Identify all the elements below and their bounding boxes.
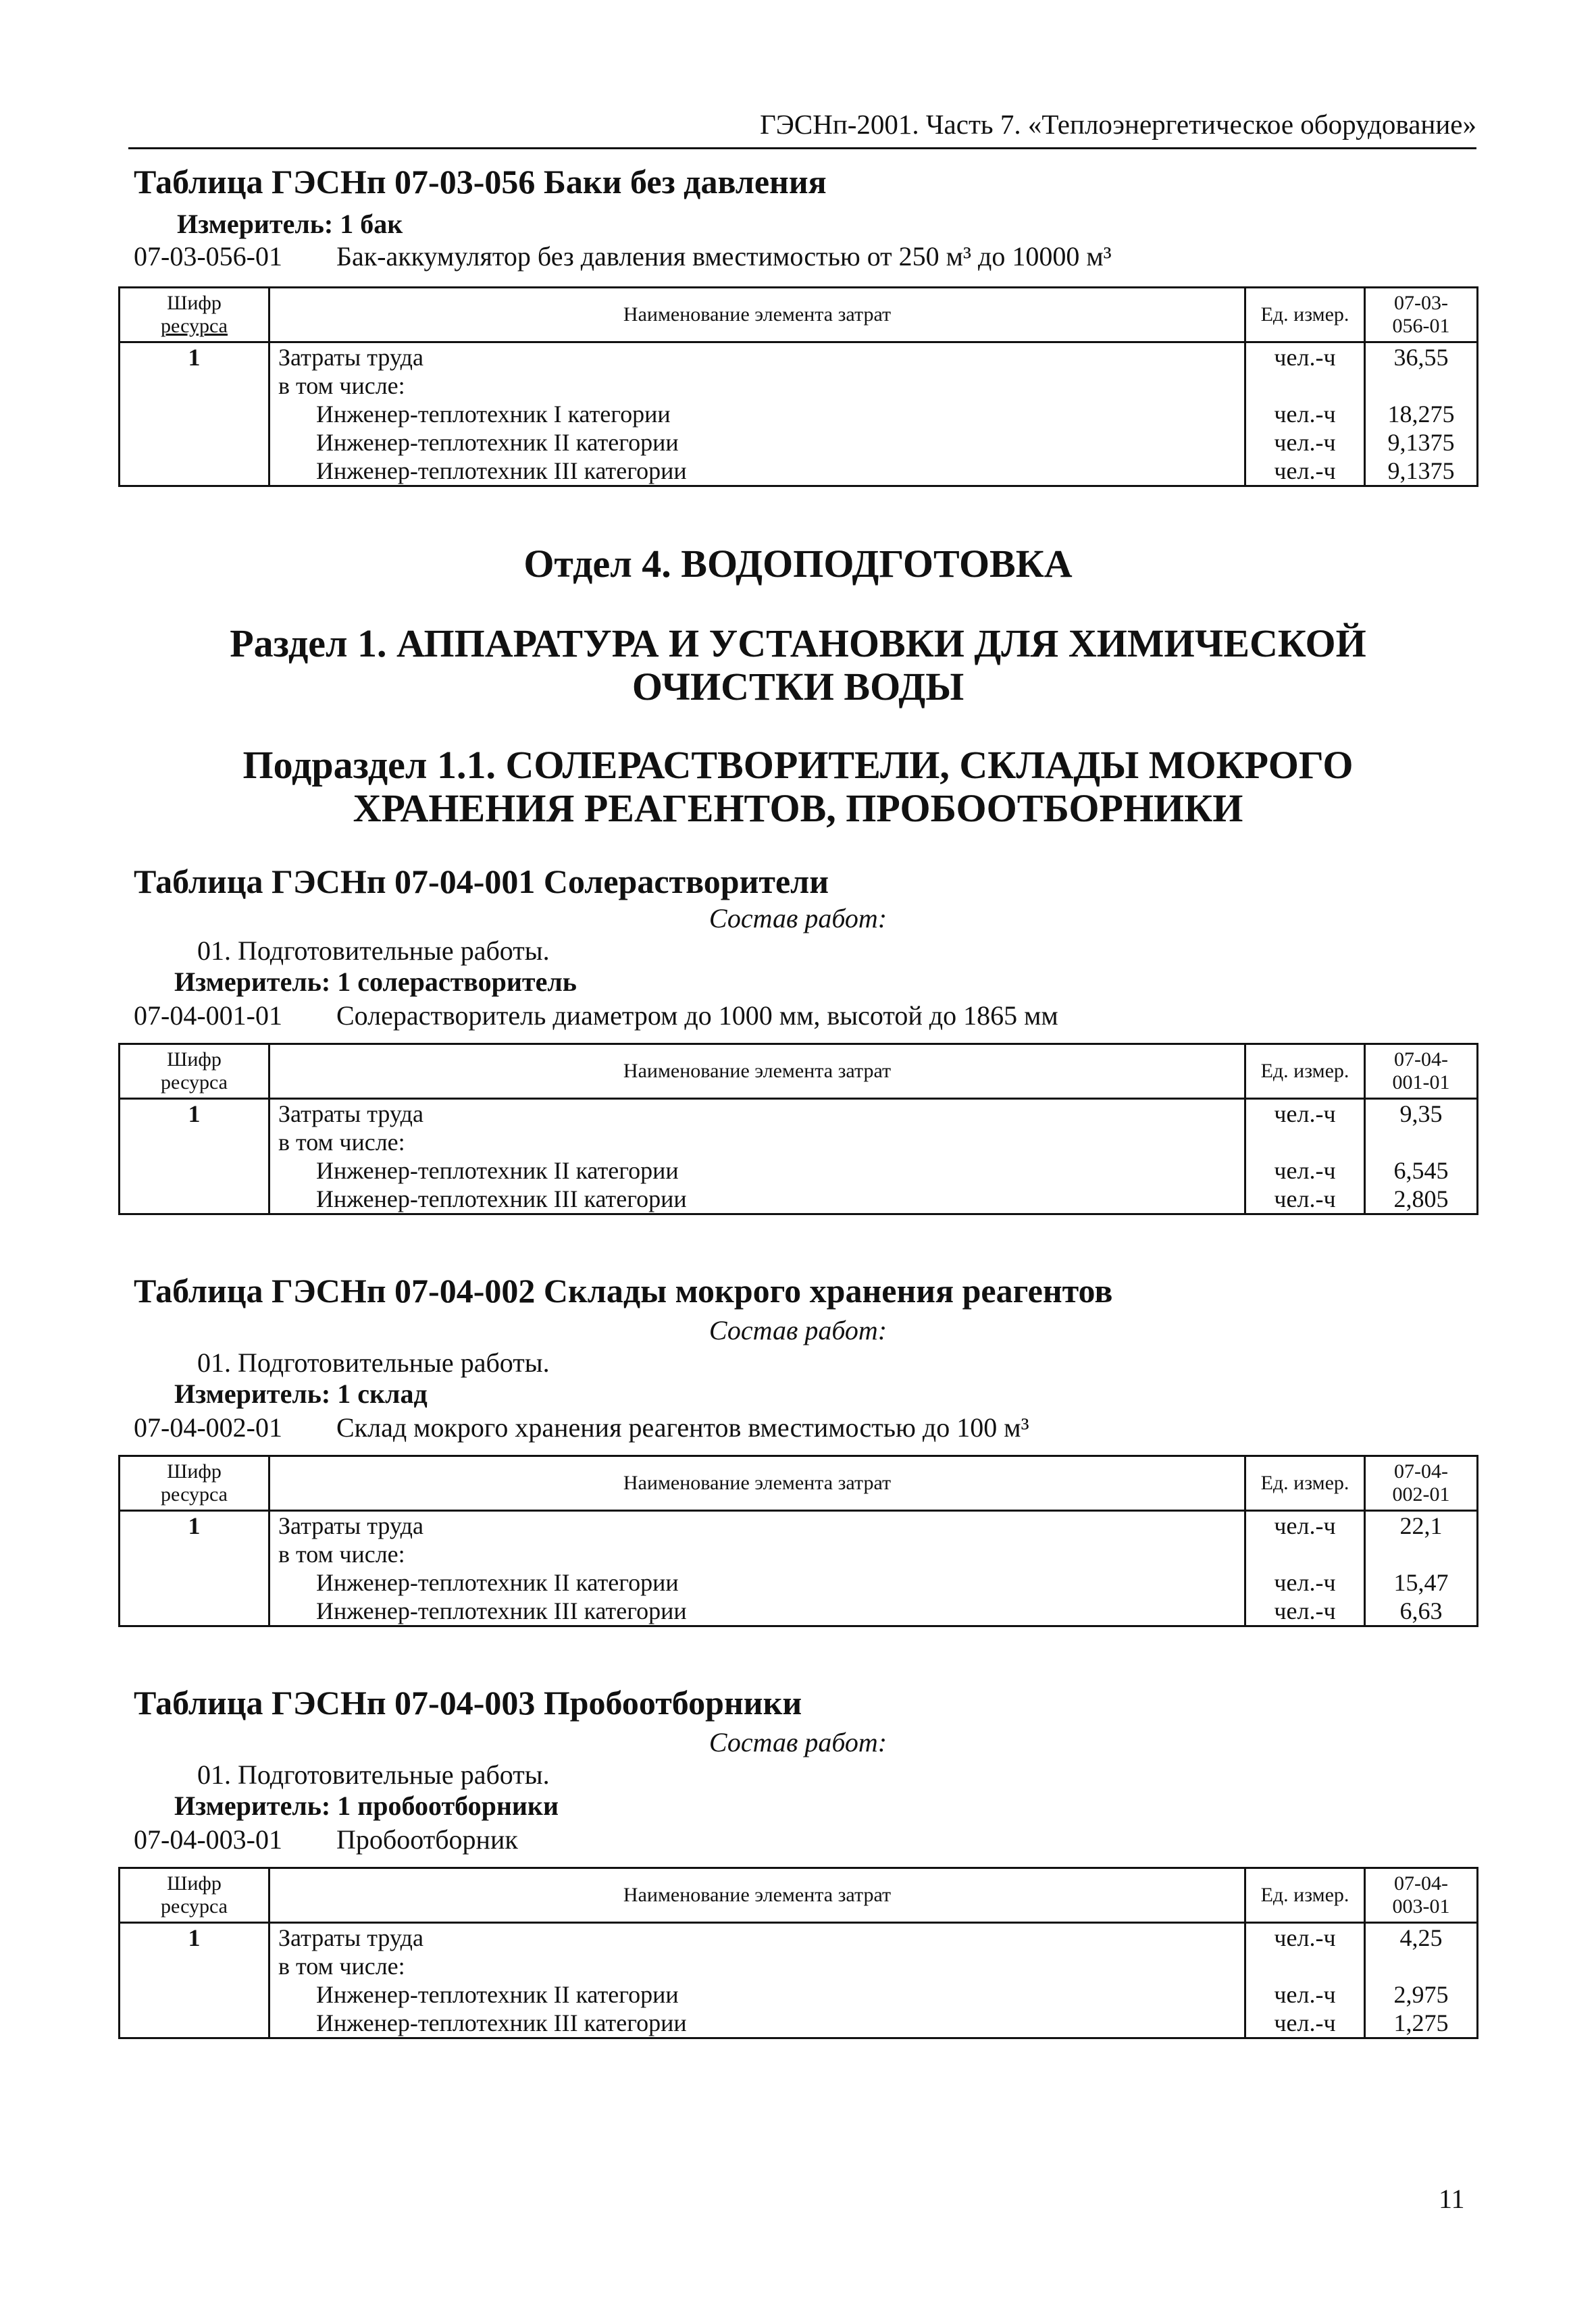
norm-table-07-04-003 <box>118 1867 1478 2039</box>
sostav-label: Состав работ: <box>709 1727 887 1757</box>
row-name: Затраты труда <box>278 1100 423 1127</box>
prep-works: 01. Подготовительные работы. <box>197 1759 550 1790</box>
header-name: Наименование элемента затрат <box>269 1456 1245 1511</box>
row-value: 6,545 <box>1393 1157 1449 1184</box>
page-number: 11 <box>1439 2184 1465 2214</box>
row-unit: чел.-ч <box>1274 1569 1336 1596</box>
meter-07-04-002: Измеритель: 1 склад <box>174 1379 428 1409</box>
code-line-07-04-001-01 <box>134 1000 1058 1031</box>
header-code <box>1365 288 1478 342</box>
header-code-line2: 003-01 <box>1392 1895 1450 1918</box>
table-body-row <box>120 1923 1478 2038</box>
header-code <box>1365 1044 1478 1099</box>
code-line-07-04-003-01 <box>134 1824 518 1855</box>
header-shifr-line2: ресурса <box>161 315 228 337</box>
header-unit: Ед. измер. <box>1245 1868 1365 1923</box>
code-line-07-04-002-01 <box>134 1412 1029 1443</box>
row-value: 18,275 <box>1387 401 1455 428</box>
cell-units <box>1245 342 1365 486</box>
row-unit: чел.-ч <box>1274 2009 1336 2036</box>
header-code-line1: 07-04- <box>1394 1460 1448 1483</box>
row-value: 2,805 <box>1393 1185 1449 1212</box>
prep-works: 01. Подготовительные работы. <box>197 935 550 966</box>
header-shifr-line2: ресурса <box>161 1071 228 1094</box>
header-code <box>1365 1868 1478 1923</box>
row-name: Затраты труда <box>278 1924 423 1951</box>
row-value: 1,275 <box>1393 2009 1449 2036</box>
header-shifr-line1: Шифр <box>167 292 222 314</box>
row-unit: чел.-ч <box>1274 1185 1336 1212</box>
razdel-heading-line1: Раздел 1. АППАРАТУРА И УСТАНОВКИ ДЛЯ ХИМИЧЕСКОЙ <box>230 621 1366 665</box>
row-unit: чел.-ч <box>1274 1597 1336 1624</box>
row-value: 9,1375 <box>1387 457 1455 484</box>
table-title-07-04-002: Таблица ГЭСНп 07-04-002 Склады мокрого хранения реагентов <box>134 1272 1113 1310</box>
header-unit: Ед. измер. <box>1245 1456 1365 1511</box>
row-value <box>1366 371 1476 400</box>
norm-code: 07-04-001-01 <box>134 1000 282 1031</box>
header-name: Наименование элемента затрат <box>269 288 1245 342</box>
row-unit <box>1246 1540 1364 1568</box>
row-name: Инженер-теплотехник I категории <box>316 401 671 428</box>
table-header-row <box>120 288 1478 342</box>
cell-names <box>269 1099 1245 1214</box>
row-unit: чел.-ч <box>1274 344 1336 371</box>
norm-code: 07-04-003-01 <box>134 1824 282 1855</box>
shifr-value: 1 <box>188 1924 201 1951</box>
podrazdel-heading-line1: Подраздел 1.1. СОЛЕРАСТВОРИТЕЛИ, СКЛАДЫ МОКРОГО <box>242 743 1354 787</box>
table-header-row <box>120 1044 1478 1099</box>
cell-units <box>1245 1923 1365 2038</box>
header-code <box>1365 1456 1478 1511</box>
header-code-line2: 002-01 <box>1392 1483 1450 1506</box>
header-shifr <box>120 288 269 342</box>
row-value <box>1366 1952 1476 1980</box>
sostav-label: Состав работ: <box>709 903 887 933</box>
row-unit: чел.-ч <box>1274 1924 1336 1951</box>
table-header-row <box>120 1868 1478 1923</box>
row-unit <box>1246 371 1364 400</box>
norm-description: Пробоотборник <box>336 1824 518 1855</box>
header-shifr-line2: ресурса <box>161 1895 228 1918</box>
razdel-heading-line2: ОЧИСТКИ ВОДЫ <box>632 665 964 709</box>
shifr-value: 1 <box>188 1100 201 1127</box>
row-value: 9,35 <box>1399 1100 1443 1127</box>
meter-07-04-003: Измеритель: 1 пробоотборники <box>174 1791 559 1821</box>
header-code-line1: 07-04- <box>1394 1048 1448 1071</box>
row-value: 15,47 <box>1393 1569 1449 1596</box>
cell-units <box>1245 1511 1365 1626</box>
header-shifr <box>120 1044 269 1099</box>
table-header-row <box>120 1456 1478 1511</box>
row-unit <box>1246 1128 1364 1156</box>
table-title-07-04-003: Таблица ГЭСНп 07-04-003 Пробоотборники <box>134 1684 802 1722</box>
row-name: Инженер-теплотехник III категории <box>316 1185 687 1212</box>
row-name: в том числе: <box>278 372 405 399</box>
header-code-line2: 001-01 <box>1392 1071 1450 1094</box>
row-name: в том числе: <box>278 1953 405 1980</box>
cell-values <box>1365 1099 1478 1214</box>
row-unit: чел.-ч <box>1274 457 1336 484</box>
header-shifr-line2: ресурса <box>161 1483 228 1506</box>
cell-shifr <box>120 1923 269 2038</box>
cell-shifr <box>120 1099 269 1214</box>
row-value <box>1366 1540 1476 1568</box>
cell-names <box>269 1511 1245 1626</box>
row-unit: чел.-ч <box>1274 401 1336 428</box>
row-value: 22,1 <box>1399 1512 1443 1539</box>
code-line-07-03-056-01 <box>134 240 1112 272</box>
table-body-row <box>120 1511 1478 1626</box>
row-value: 4,25 <box>1399 1924 1443 1951</box>
cell-units <box>1245 1099 1365 1214</box>
row-unit <box>1246 1952 1364 1980</box>
row-value <box>1366 1128 1476 1156</box>
row-name: Затраты труда <box>278 1512 423 1539</box>
header-shifr-line1: Шифр <box>167 1048 222 1071</box>
norm-description: Склад мокрого хранения реагентов вместимостью до 100 м³ <box>336 1412 1029 1443</box>
cell-shifr <box>120 342 269 486</box>
norm-description: Бак-аккумулятор без давления вместимостью от 250 м³ до 10000 м³ <box>336 241 1112 272</box>
header-shifr <box>120 1868 269 1923</box>
row-name: Затраты труда <box>278 344 423 371</box>
header-code-line2: 056-01 <box>1392 315 1450 337</box>
row-name: Инженер-теплотехник II категории <box>316 1157 679 1184</box>
row-value: 2,975 <box>1393 1981 1449 2008</box>
podrazdel-heading-line2: ХРАНЕНИЯ РЕАГЕНТОВ, ПРОБООТБОРНИКИ <box>353 786 1243 830</box>
row-name: Инженер-теплотехник III категории <box>316 1597 687 1624</box>
row-name: в том числе: <box>278 1129 405 1156</box>
header-code-line1: 07-03- <box>1394 292 1448 314</box>
cell-names <box>269 342 1245 486</box>
norm-table-07-04-001 <box>118 1043 1478 1215</box>
cell-values <box>1365 342 1478 486</box>
table-body-row <box>120 1099 1478 1214</box>
meter-07-03-056: Измеритель: 1 бак <box>177 209 403 239</box>
cell-values <box>1365 1923 1478 2038</box>
cell-shifr <box>120 1511 269 1626</box>
sostav-label: Состав работ: <box>709 1315 887 1345</box>
row-name: Инженер-теплотехник II категории <box>316 1569 679 1596</box>
header-shifr <box>120 1456 269 1511</box>
header-name: Наименование элемента затрат <box>269 1868 1245 1923</box>
row-unit: чел.-ч <box>1274 1981 1336 2008</box>
norm-description: Солерастворитель диаметром до 1000 мм, высотой до 1865 мм <box>336 1000 1058 1031</box>
row-value: 6,63 <box>1399 1597 1443 1624</box>
otdel-heading: Отдел 4. ВОДОПОДГОТОВКА <box>523 542 1073 586</box>
row-unit: чел.-ч <box>1274 1157 1336 1184</box>
prep-works: 01. Подготовительные работы. <box>197 1347 550 1378</box>
row-unit: чел.-ч <box>1274 1100 1336 1127</box>
row-value: 36,55 <box>1393 344 1449 371</box>
row-name: Инженер-теплотехник II категории <box>316 1981 679 2008</box>
shifr-value: 1 <box>188 344 201 371</box>
row-name: в том числе: <box>278 1541 405 1568</box>
header-shifr-line1: Шифр <box>167 1872 222 1895</box>
header-unit: Ед. измер. <box>1245 288 1365 342</box>
norm-table-07-03-056 <box>118 286 1478 487</box>
cell-values <box>1365 1511 1478 1626</box>
cell-names <box>269 1923 1245 2038</box>
header-shifr-line1: Шифр <box>167 1460 222 1483</box>
row-name: Инженер-теплотехник III категории <box>316 2009 687 2036</box>
row-name: Инженер-теплотехник II категории <box>316 429 679 456</box>
row-unit: чел.-ч <box>1274 429 1336 456</box>
norm-code: 07-04-002-01 <box>134 1412 282 1443</box>
header-unit: Ед. измер. <box>1245 1044 1365 1099</box>
row-value: 9,1375 <box>1387 429 1455 456</box>
meter-07-04-001: Измеритель: 1 солерастворитель <box>174 967 577 997</box>
table-body-row <box>120 342 1478 486</box>
row-name: Инженер-теплотехник III категории <box>316 457 687 484</box>
header-code-line1: 07-04- <box>1394 1872 1448 1895</box>
table-title-07-04-001: Таблица ГЭСНп 07-04-001 Солерастворители <box>134 863 829 900</box>
header-name: Наименование элемента затрат <box>269 1044 1245 1099</box>
running-header: ГЭСНп-2001. Часть 7. «Теплоэнергетическое оборудование» <box>128 108 1476 149</box>
norm-code: 07-03-056-01 <box>134 241 282 272</box>
shifr-value: 1 <box>188 1512 201 1539</box>
norm-table-07-04-002 <box>118 1455 1478 1627</box>
row-unit: чел.-ч <box>1274 1512 1336 1539</box>
table-title-07-03-056: Таблица ГЭСНп 07-03-056 Баки без давления <box>134 163 827 201</box>
